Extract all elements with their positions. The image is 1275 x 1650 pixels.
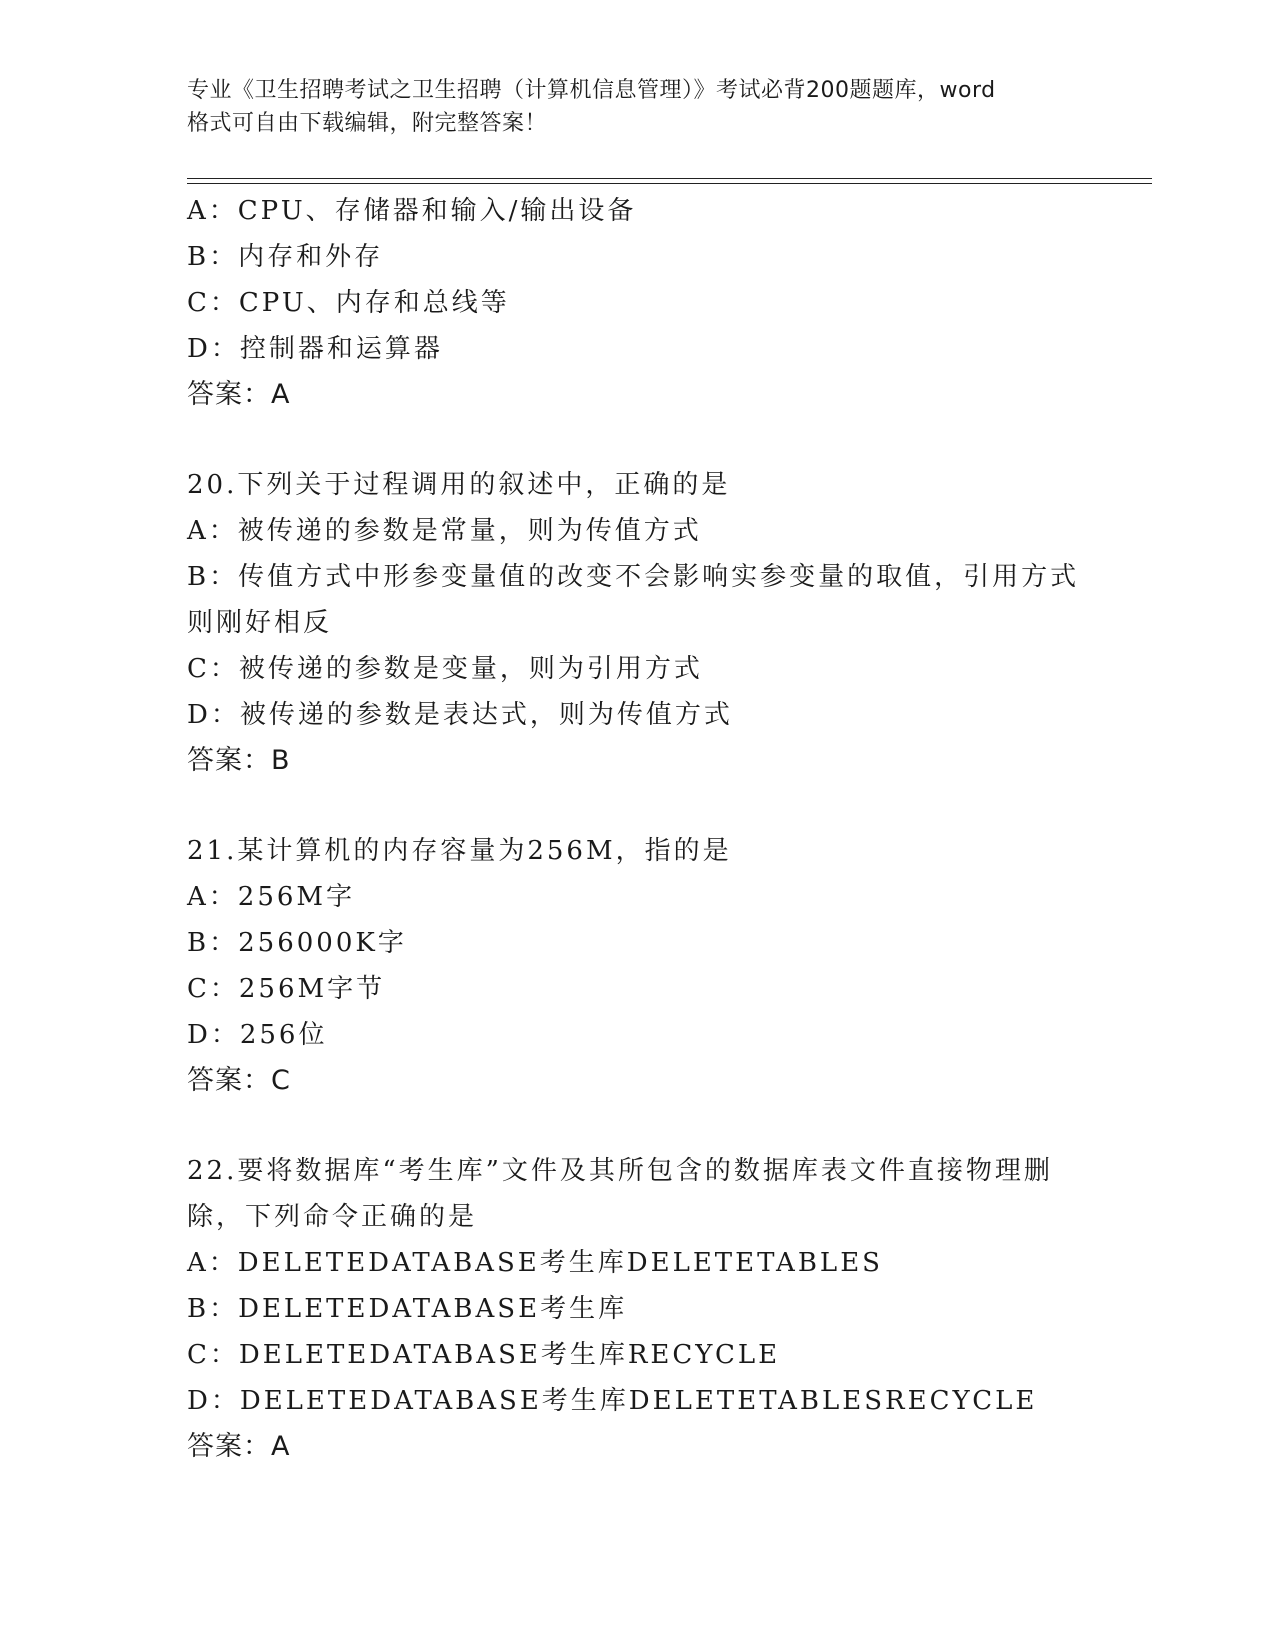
question-text: 21.某计算机的内存容量为256M，指的是	[187, 836, 732, 866]
question-spacer	[187, 1104, 1107, 1148]
answer-label: 答案：A	[187, 379, 291, 410]
header-title-line-1: 专业《卫生招聘考试之卫生招聘（计算机信息管理）》考试必背200题题库，word	[187, 78, 996, 103]
question-text: 20.下列关于过程调用的叙述中，正确的是	[187, 470, 731, 500]
question-spacer	[187, 784, 1107, 828]
option-d: D：被传递的参数是表达式，则为传值方式	[187, 700, 733, 730]
option-c: C：256M字节	[187, 974, 386, 1004]
option-a: A：256M字	[187, 882, 356, 912]
option-b: B：传值方式中形参变量值的改变不会影响实参变量的取值，引用方式	[187, 562, 1080, 592]
option-b: B：256000K字	[187, 928, 407, 958]
question-block-20	[187, 462, 1107, 784]
option-d: D：256位	[187, 1020, 328, 1050]
question-text-continued: 除，下列命令正确的是	[187, 1202, 478, 1232]
option-d: D：DELETEDATABASE考生库DELETETABLESRECYCLE	[187, 1386, 1038, 1416]
header-divider-bottom	[187, 183, 1152, 184]
option-a: A：CPU、存储器和输入/输出设备	[187, 196, 637, 226]
header-divider-top	[187, 178, 1152, 179]
option-c: C：被传递的参数是变量，则为引用方式	[187, 654, 703, 684]
option-c: C：CPU、内存和总线等	[187, 288, 510, 318]
option-b: B：内存和外存	[187, 242, 384, 272]
question-block-21	[187, 828, 1107, 1104]
answer-label: 答案：B	[187, 745, 291, 776]
option-a: A：被传递的参数是常量，则为传值方式	[187, 516, 702, 546]
option-c: C：DELETEDATABASE考生库RECYCLE	[187, 1340, 781, 1370]
document-header	[187, 74, 1087, 140]
question-list	[187, 188, 1107, 1470]
question-block-22	[187, 1148, 1107, 1470]
answer-label: 答案：A	[187, 1431, 291, 1462]
question-text: 22.要将数据库“考生库”文件及其所包含的数据库表文件直接物理删	[187, 1156, 1053, 1186]
option-d: D：控制器和运算器	[187, 334, 443, 364]
answer-label: 答案：C	[187, 1065, 291, 1096]
option-b: B：DELETEDATABASE考生库	[187, 1294, 628, 1324]
option-a: A：DELETEDATABASE考生库DELETETABLES	[187, 1248, 883, 1278]
header-title-line-2: 格式可自由下载编辑，附完整答案！	[187, 111, 548, 136]
question-block-19	[187, 188, 1107, 418]
option-b-continued: 则刚好相反	[187, 608, 333, 638]
question-spacer	[187, 418, 1107, 462]
